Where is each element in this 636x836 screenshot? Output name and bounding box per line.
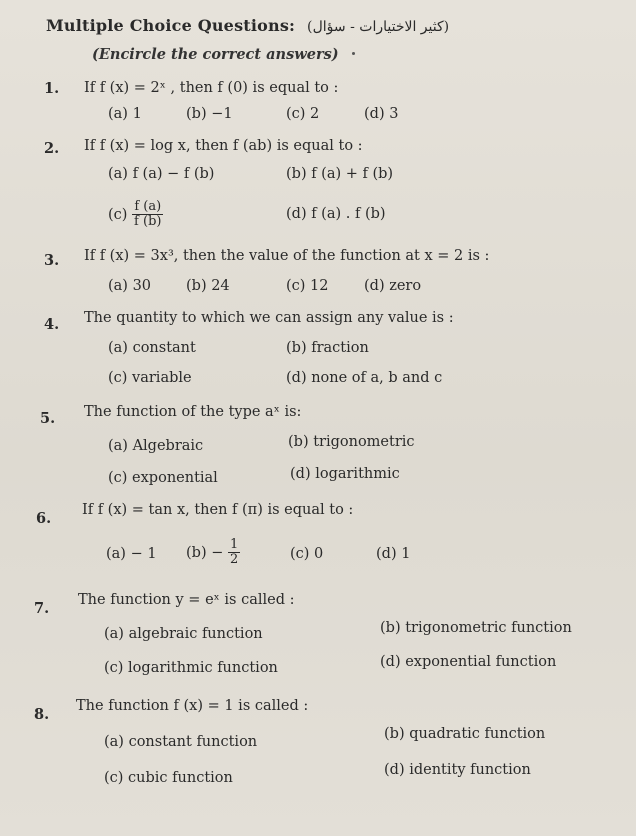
question-stem: The function of the type aˣ is: <box>84 404 302 420</box>
option-a[interactable]: (a) constant <box>108 340 196 356</box>
fraction <box>132 200 163 230</box>
question-number: 1. <box>44 80 60 97</box>
option-d[interactable]: (d) f (a) . f (b) <box>286 206 386 222</box>
question-number: 8. <box>34 706 50 723</box>
question-number: 7. <box>34 600 50 617</box>
option-c[interactable]: (c) 12 <box>286 278 329 294</box>
question-stem: The quantity to which we can assign any value is : <box>84 310 454 326</box>
fraction-denominator: f (b) <box>134 214 162 230</box>
option-b[interactable]: (b) quadratic function <box>384 726 546 742</box>
option-a[interactable]: (a) 1 <box>108 106 142 122</box>
fraction-numerator: 1 <box>229 537 239 552</box>
option-b[interactable] <box>186 538 240 568</box>
question-number: 6. <box>36 510 52 527</box>
option-b[interactable]: (b) trigonometric function <box>380 620 572 636</box>
title-arabic: (كثير الاختيارات - سؤال) <box>306 19 450 35</box>
option-d[interactable]: (d) exponential function <box>380 654 557 670</box>
option-c[interactable]: (c) logarithmic function <box>104 660 278 676</box>
option-c-label: (c) <box>108 206 128 223</box>
option-c[interactable]: (c) exponential <box>108 470 218 486</box>
option-c[interactable]: (c) 0 <box>290 546 324 562</box>
question-stem: If f (x) = log x, then f (ab) is equal to : <box>84 138 363 154</box>
option-b[interactable]: (b) trigonometric <box>288 434 415 450</box>
fraction <box>228 538 240 568</box>
question-stem: If f (x) = tan x, then f (π) is equal to : <box>82 502 354 518</box>
option-b-label: (b) − <box>186 544 224 561</box>
question-stem: If f (x) = 3x³, then the value of the function at x = 2 is : <box>84 248 490 264</box>
page-title <box>46 16 449 35</box>
option-c[interactable] <box>108 200 163 230</box>
question-number: 3. <box>44 252 60 269</box>
option-b[interactable]: (b) fraction <box>286 340 369 356</box>
option-a[interactable]: (a) constant function <box>104 734 258 750</box>
option-a[interactable]: (a) − 1 <box>106 546 157 562</box>
fraction-numerator: f (a) <box>134 199 162 214</box>
option-c[interactable]: (c) 2 <box>286 106 320 122</box>
option-a[interactable]: (a) 30 <box>108 278 152 294</box>
option-b[interactable]: (b) f (a) + f (b) <box>286 166 394 182</box>
option-a[interactable]: (a) Algebraic <box>108 438 204 454</box>
option-d[interactable]: (d) 1 <box>376 546 411 562</box>
title-text: Multiple Choice Questions: <box>46 16 296 35</box>
instruction-text: (Encircle the correct answers) <box>92 46 339 63</box>
question-stem: The function f (x) = 1 is called : <box>76 698 309 714</box>
question-number: 4. <box>44 316 60 333</box>
decorative-dot <box>352 52 355 55</box>
option-d[interactable]: (d) identity function <box>384 762 531 778</box>
option-d[interactable]: (d) logarithmic <box>290 466 400 482</box>
option-d[interactable]: (d) none of a, b and c <box>286 370 443 386</box>
option-d[interactable]: (d) zero <box>364 278 422 294</box>
option-b[interactable]: (b) −1 <box>186 106 233 122</box>
question-stem: If f (x) = 2ˣ , then f (0) is equal to : <box>84 80 339 96</box>
question-number: 2. <box>44 140 60 157</box>
option-c[interactable]: (c) variable <box>108 370 192 386</box>
option-c[interactable]: (c) cubic function <box>104 770 233 786</box>
option-d[interactable]: (d) 3 <box>364 106 399 122</box>
question-stem: The function y = eˣ is called : <box>78 592 295 608</box>
option-a[interactable]: (a) algebraic function <box>104 626 263 642</box>
option-a[interactable]: (a) f (a) − f (b) <box>108 166 215 182</box>
question-number: 5. <box>40 410 56 427</box>
fraction-denominator: 2 <box>229 552 239 568</box>
option-b[interactable]: (b) 24 <box>186 278 230 294</box>
